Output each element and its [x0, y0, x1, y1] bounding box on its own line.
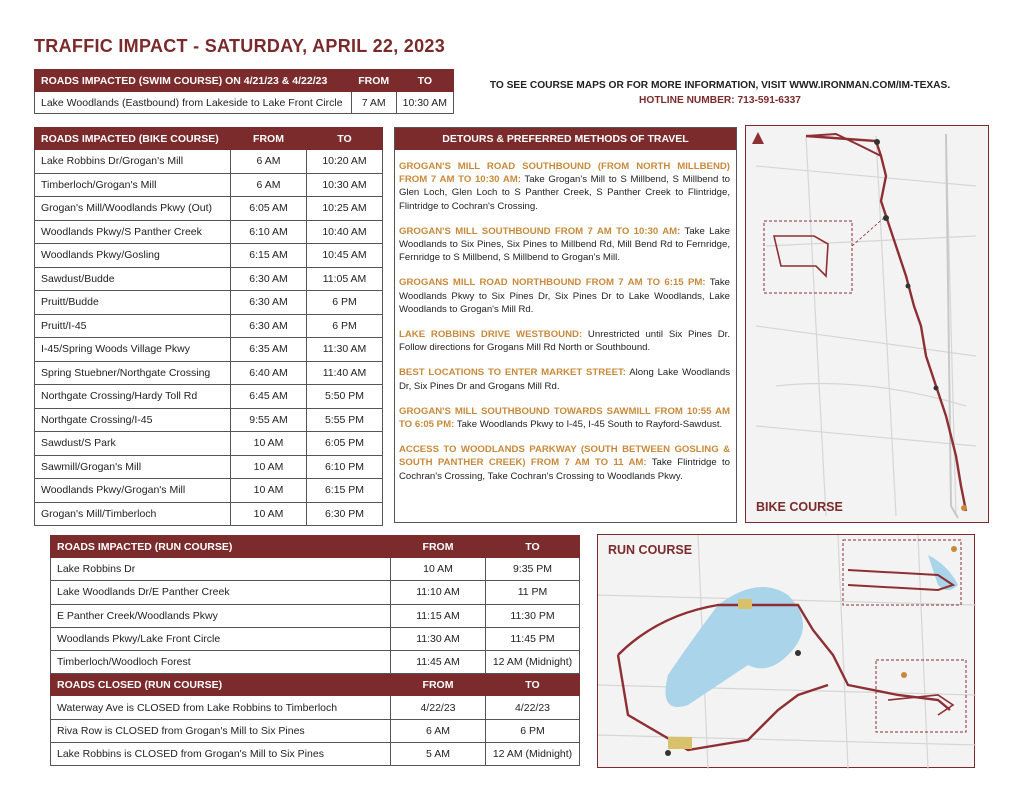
table-row	[51, 627, 580, 650]
run-header-to: TO	[486, 536, 580, 558]
detour-text: Take Grogan's Mill to S Millbend, S Millbend to Glen Loch, Glen Loch to S Panther Creek, S Panther Creek to Flintridge, Flintridge to Cochran's Crossing.	[399, 174, 730, 212]
bike-road: I-45/Spring Woods Village Pkwy	[35, 338, 231, 362]
bike-from: 6:15 AM	[231, 244, 307, 268]
bike-to: 5:55 PM	[307, 408, 383, 432]
table-row	[51, 696, 580, 719]
bike-header-road: ROADS IMPACTED (BIKE COURSE)	[35, 128, 231, 150]
bike-course-label: BIKE COURSE	[756, 500, 843, 514]
bike-to: 10:40 AM	[307, 220, 383, 244]
bike-course-table	[34, 127, 383, 526]
bike-from: 10 AM	[231, 502, 307, 526]
closed-road: Lake Robbins is CLOSED from Grogan's Mill to Six Pines	[51, 743, 391, 766]
bike-from: 6:35 AM	[231, 338, 307, 362]
bike-road: Woodlands Pkwy/Gosling	[35, 244, 231, 268]
bike-map-graphic	[746, 126, 990, 524]
detours-list	[395, 150, 736, 483]
bike-road: Woodlands Pkwy/Grogan's Mill	[35, 479, 231, 503]
closed-from: 5 AM	[391, 743, 486, 766]
page-title: TRAFFIC IMPACT - SATURDAY, APRIL 22, 2023	[34, 36, 446, 56]
table-row	[35, 220, 383, 244]
bike-from: 10 AM	[231, 432, 307, 456]
bike-to: 10:30 AM	[307, 173, 383, 197]
detour-text: Unrestricted until Six Pines Dr. Follow directions for Grogans Mill Rd North or Southbound.	[399, 329, 730, 354]
detour-heading: BEST LOCATIONS TO ENTER MARKET STREET:	[399, 367, 626, 379]
table-row	[35, 408, 383, 432]
run-from: 11:45 AM	[391, 651, 486, 674]
detour-item	[399, 366, 730, 392]
bike-to: 11:40 AM	[307, 361, 383, 385]
swim-to: 10:30 AM	[396, 92, 453, 114]
detour-item	[399, 443, 730, 483]
info-visit-text: TO SEE COURSE MAPS OR FOR MORE INFORMATION, VISIT WWW.IRONMAN.COM/IM-TEXAS.	[489, 80, 951, 91]
bike-road: Lake Robbins Dr/Grogan's Mill	[35, 150, 231, 174]
hotline-text: HOTLINE NUMBER: 713-591-6337	[639, 95, 801, 106]
bike-road: Sawdust/S Park	[35, 432, 231, 456]
table-row	[35, 244, 383, 268]
table-row	[51, 743, 580, 766]
table-row	[35, 455, 383, 479]
detour-item	[399, 276, 730, 316]
run-course-label: RUN COURSE	[608, 543, 693, 557]
detour-text: Take Woodlands Pkwy to Six Pines Dr, Six Pines Dr to Lake Woodlands, Lake Woodlands to Grogan's Mill Rd.	[399, 277, 730, 315]
bike-road: Pruitt/Budde	[35, 291, 231, 315]
swim-from: 7 AM	[351, 92, 396, 114]
bike-road: Woodlands Pkwy/S Panther Creek	[35, 220, 231, 244]
detour-text: Take Lake Woodlands to Six Pines, Six Pines to Millbend Rd, Mill Bend Rd to Fernridge, Fernridge to S Millbend, S Millbend to Grogan's Mill.	[399, 225, 730, 264]
detours-header: DETOURS & PREFERRED METHODS OF TRAVEL	[395, 128, 736, 150]
closed-to: 4/22/23	[486, 696, 580, 719]
bike-header-to: TO	[307, 128, 383, 150]
run-course-table	[50, 535, 580, 766]
run-to: 9:35 PM	[486, 558, 580, 581]
bike-course-map	[745, 125, 989, 523]
bike-to: 6:15 PM	[307, 479, 383, 503]
detour-heading: GROGANS MILL ROAD NORTHBOUND FROM 7 AM TO 6:15 PM:	[399, 277, 706, 289]
bike-from: 6:30 AM	[231, 291, 307, 315]
bike-to: 6 PM	[307, 291, 383, 315]
bike-to: 5:50 PM	[307, 385, 383, 409]
bike-road: Sawdust/Budde	[35, 267, 231, 291]
run-road: E Panther Creek/Woodlands Pkwy	[51, 604, 391, 627]
table-row	[35, 432, 383, 456]
closed-to: 6 PM	[486, 719, 580, 742]
bike-road: Northgate Crossing/Hardy Toll Rd	[35, 385, 231, 409]
bike-from: 6:05 AM	[231, 197, 307, 221]
bike-road: Spring Stuebner/Northgate Crossing	[35, 361, 231, 385]
swim-road: Lake Woodlands (Eastbound) from Lakeside to Lake Front Circle	[35, 92, 352, 114]
bike-to: 6:05 PM	[307, 432, 383, 456]
bike-to: 10:20 AM	[307, 150, 383, 174]
swim-header-road: ROADS IMPACTED (SWIM COURSE) ON 4/21/23 & 4/22/23	[35, 70, 352, 92]
table-row	[35, 502, 383, 526]
table-row	[35, 338, 383, 362]
run-header-from: FROM	[391, 536, 486, 558]
table-row	[35, 291, 383, 315]
table-row	[51, 604, 580, 627]
closed-to: 12 AM (Midnight)	[486, 743, 580, 766]
run-from: 11:10 AM	[391, 581, 486, 604]
closed-from: 4/22/23	[391, 696, 486, 719]
bike-from: 9:55 AM	[231, 408, 307, 432]
bike-road: Pruitt/I-45	[35, 314, 231, 338]
bike-from: 6 AM	[231, 150, 307, 174]
run-to: 11 PM	[486, 581, 580, 604]
bike-road: Northgate Crossing/I-45	[35, 408, 231, 432]
table-row	[35, 150, 383, 174]
run-to: 11:45 PM	[486, 627, 580, 650]
bike-road: Sawmill/Grogan's Mill	[35, 455, 231, 479]
closed-road: Riva Row is CLOSED from Grogan's Mill to Six Pines	[51, 719, 391, 742]
table-row	[35, 361, 383, 385]
run-to: 12 AM (Midnight)	[486, 651, 580, 674]
closed-header-to: TO	[486, 674, 580, 696]
bike-to: 6 PM	[307, 314, 383, 338]
table-row	[35, 267, 383, 291]
bike-road: Grogan's Mill/Timberloch	[35, 502, 231, 526]
bike-from: 10 AM	[231, 479, 307, 503]
bike-road: Grogan's Mill/Woodlands Pkwy (Out)	[35, 197, 231, 221]
swim-header-to: TO	[396, 70, 453, 92]
detour-text: Along Lake Woodlands Dr, Six Pines Dr and Grogans Mill Rd.	[399, 367, 730, 392]
table-row	[35, 173, 383, 197]
table-row	[35, 92, 454, 114]
detour-item	[399, 328, 730, 354]
run-course-map	[597, 534, 975, 768]
detour-heading: GROGAN'S MILL SOUTHBOUND TOWARDS SAWMILL FROM 10:55 AM TO 6:05 PM:	[399, 405, 730, 431]
table-row	[51, 719, 580, 742]
detour-text: Take Woodlands Pkwy to I-45, I-45 South to Rayford-Sawdust.	[454, 419, 723, 431]
run-map-graphic	[598, 535, 976, 769]
run-to: 11:30 PM	[486, 604, 580, 627]
run-road: Lake Robbins Dr	[51, 558, 391, 581]
detour-item	[399, 405, 730, 431]
bike-to: 10:45 AM	[307, 244, 383, 268]
detour-heading: GROGAN'S MILL ROAD SOUTHBOUND (FROM NORTH MILLBEND) FROM 7 AM TO 10:30 AM:	[399, 161, 730, 186]
closed-from: 6 AM	[391, 719, 486, 742]
bike-to: 11:30 AM	[307, 338, 383, 362]
bike-from: 6:10 AM	[231, 220, 307, 244]
table-row	[51, 581, 580, 604]
table-row	[35, 314, 383, 338]
bike-from: 6:30 AM	[231, 314, 307, 338]
detour-heading: ACCESS TO WOODLANDS PARKWAY (SOUTH BETWEEN GOSLING & SOUTH PANTHER CREEK) FROM 7 AM TO 11 AM:	[399, 444, 730, 469]
closed-road: Waterway Ave is CLOSED from Lake Robbins to Timberloch	[51, 696, 391, 719]
table-row	[51, 558, 580, 581]
table-row	[35, 479, 383, 503]
bike-from: 6 AM	[231, 173, 307, 197]
run-road: Lake Woodlands Dr/E Panther Creek	[51, 581, 391, 604]
run-from: 11:15 AM	[391, 604, 486, 627]
bike-from: 6:45 AM	[231, 385, 307, 409]
bike-from: 6:30 AM	[231, 267, 307, 291]
detour-item	[399, 160, 730, 213]
swim-course-table	[34, 69, 454, 114]
run-road: Timberloch/Woodloch Forest	[51, 651, 391, 674]
detour-heading: GROGAN'S MILL SOUTHBOUND FROM 7 AM TO 10:30 AM:	[399, 225, 681, 237]
run-from: 11:30 AM	[391, 627, 486, 650]
detours-panel	[394, 127, 737, 523]
bike-to: 6:30 PM	[307, 502, 383, 526]
table-row	[35, 385, 383, 409]
detour-item	[399, 225, 730, 265]
run-from: 10 AM	[391, 558, 486, 581]
detour-text: Take Flintridge to Cochran's Crossing, Take Cochran's Crossing to Woodlands Pkwy.	[399, 457, 731, 482]
closed-header-from: FROM	[391, 674, 486, 696]
bike-road: Timberloch/Grogan's Mill	[35, 173, 231, 197]
closed-header-road: ROADS CLOSED (RUN COURSE)	[51, 674, 391, 696]
run-road: Woodlands Pkwy/Lake Front Circle	[51, 627, 391, 650]
table-row	[51, 651, 580, 674]
bike-header-from: FROM	[231, 128, 307, 150]
bike-from: 6:40 AM	[231, 361, 307, 385]
table-row	[35, 197, 383, 221]
bike-to: 6:10 PM	[307, 455, 383, 479]
swim-header-from: FROM	[351, 70, 396, 92]
bike-to: 10:25 AM	[307, 197, 383, 221]
bike-to: 11:05 AM	[307, 267, 383, 291]
detour-heading: LAKE ROBBINS DRIVE WESTBOUND:	[399, 329, 583, 341]
run-header-road: ROADS IMPACTED (RUN COURSE)	[51, 536, 391, 558]
bike-from: 10 AM	[231, 455, 307, 479]
